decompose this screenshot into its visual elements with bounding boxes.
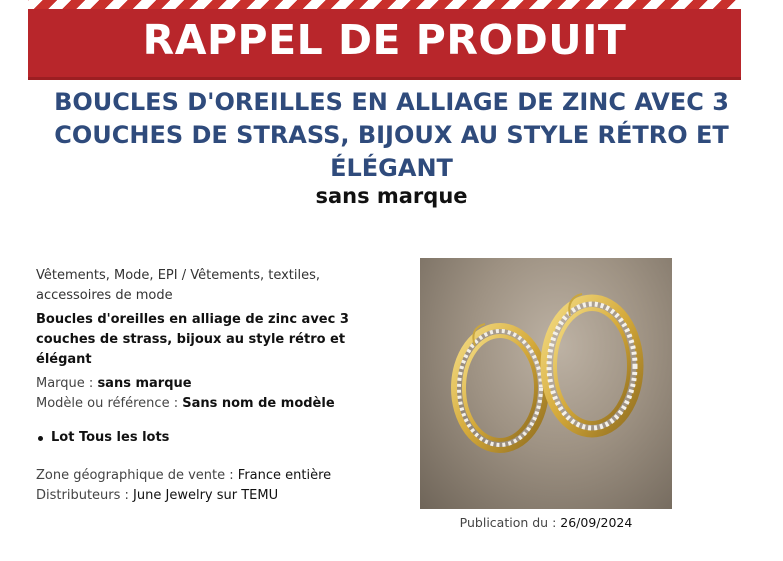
banner-bottom-edge: [28, 77, 741, 80]
brand-value: sans marque: [97, 376, 192, 391]
product-category: Vêtements, Mode, EPI / Vêtements, textiles, accessoires de mode: [36, 268, 321, 303]
publication-label: Publication du :: [459, 515, 561, 530]
publication-value: 26/09/2024: [560, 515, 633, 530]
zone-label: Zone géographique de vente :: [36, 468, 238, 483]
product-title: BOUCLES D'OREILLES EN ALLIAGE DE ZINC AVEC 3 COUCHES DE STRASS, BIJOUX AU STYLE RÉTRO ET ÉLÉGANT: [54, 88, 729, 182]
brand-label: Marque :: [36, 376, 98, 391]
distributor-label: Distributeurs :: [36, 488, 134, 503]
distributor-row: [36, 486, 391, 506]
product-brand: sans marque: [315, 184, 468, 208]
banner-stripes: [28, 0, 741, 9]
zone-value: France entière: [237, 468, 332, 483]
brand-row: [36, 374, 391, 394]
lot-item: [36, 428, 391, 448]
banner-title: RAPPEL DE PRODUIT: [142, 16, 627, 64]
model-label: Modèle ou référence :: [36, 396, 183, 411]
earrings-image: [420, 258, 672, 509]
bullet-icon: [38, 436, 43, 441]
model-row: [36, 394, 391, 414]
product-photo: [420, 258, 672, 509]
product-details: [36, 266, 391, 506]
recall-banner: [28, 0, 741, 80]
model-value: Sans nom de modèle: [182, 396, 335, 411]
product-description: Boucles d'oreilles en alliage de zinc avec 3 couches de strass, bijoux au style rétro et élégant: [36, 312, 349, 367]
right-earring: [544, 298, 640, 434]
left-earring: [454, 326, 546, 450]
publication-date: [420, 515, 672, 530]
distributor-value: June Jewelry sur TEMU: [133, 488, 279, 503]
lot-text: Lot Tous les lots: [51, 430, 170, 445]
zone-row: [36, 466, 391, 486]
